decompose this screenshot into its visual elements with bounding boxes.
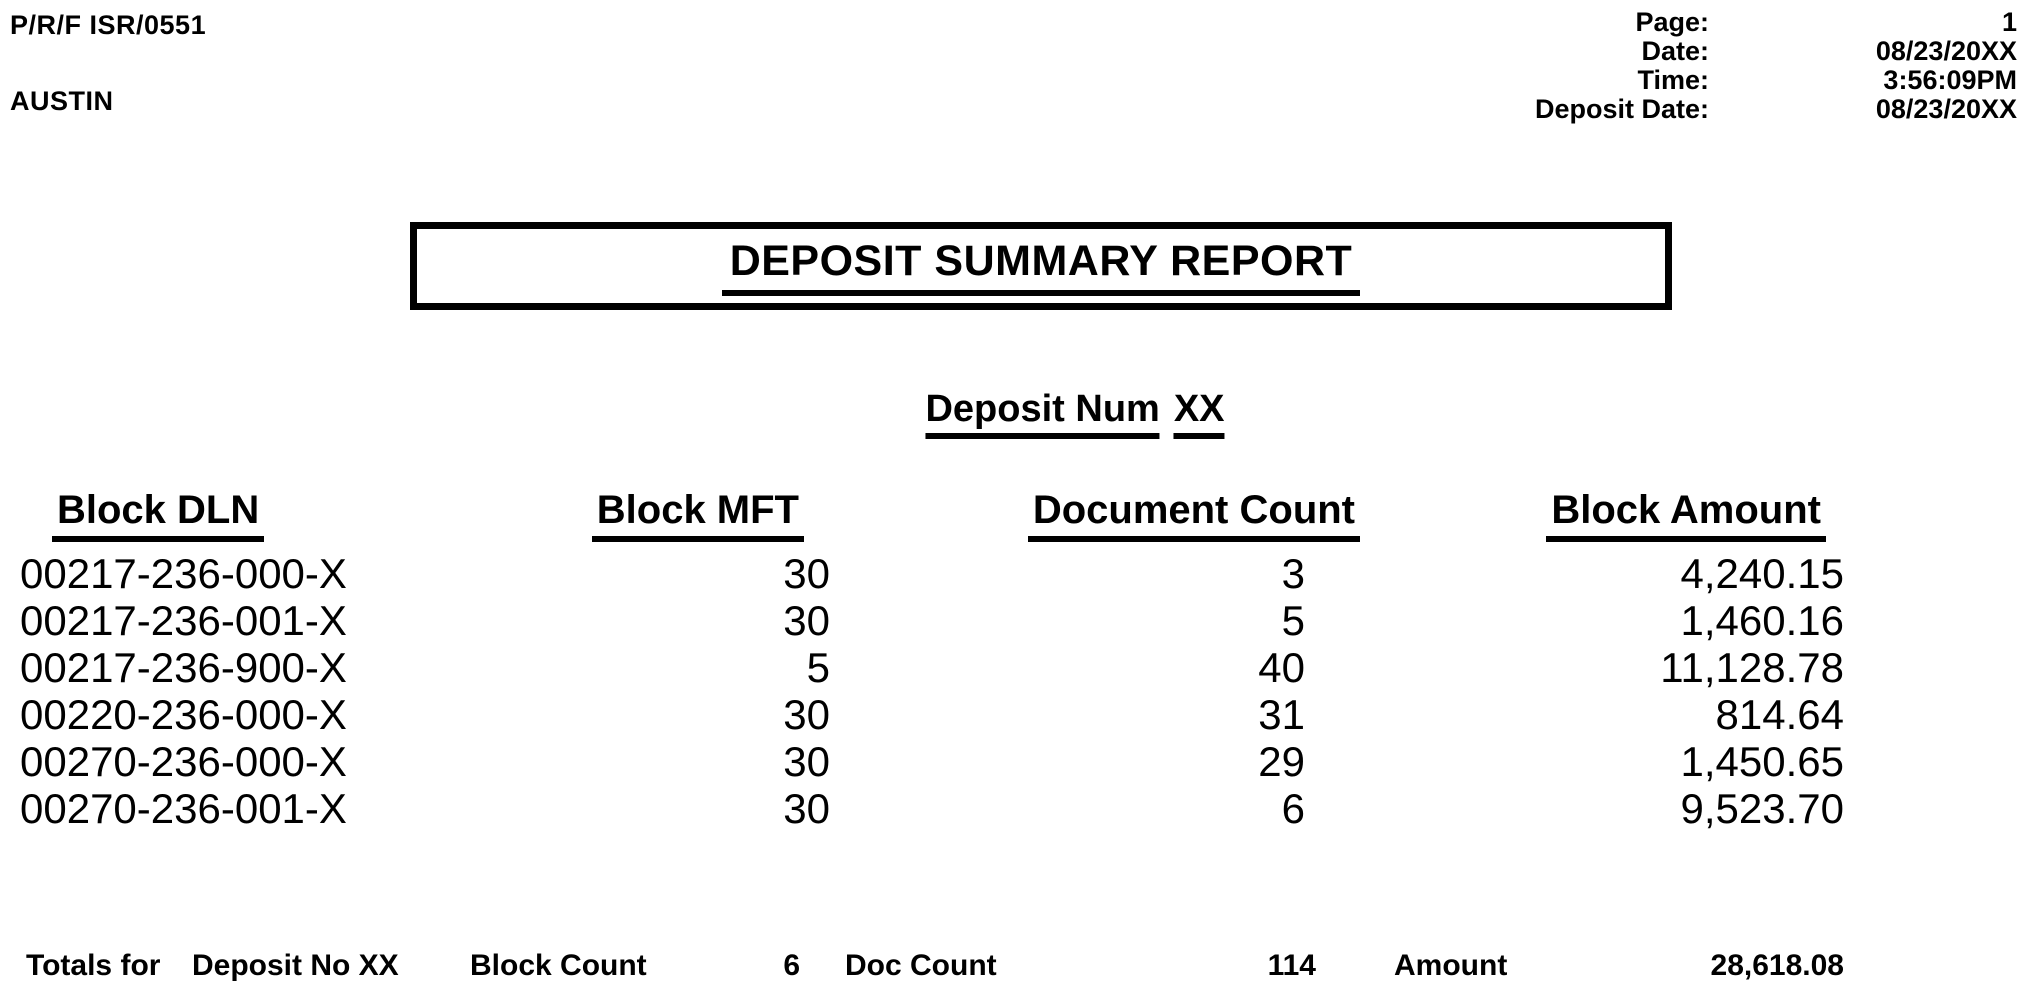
cell-block-dln: 00270-236-000-X (20, 738, 347, 785)
totals-deposit-label: Deposit No XX (192, 949, 399, 982)
deposit-heading-num: XX (1174, 388, 1225, 439)
cell-block-amount: 11,128.78 (1660, 644, 1844, 691)
table-row (0, 691, 1860, 738)
cell-doc-count: 6 (1281, 785, 1305, 832)
table-row (0, 550, 1860, 597)
cell-block-dln: 00217-236-001-X (20, 597, 347, 644)
cell-block-mft: 30 (783, 691, 830, 738)
cell-block-mft: 30 (783, 738, 830, 785)
deposit-table (0, 486, 1860, 832)
header-meta (1535, 8, 2017, 124)
table-row (0, 644, 1860, 691)
cell-block-mft: 30 (783, 785, 830, 832)
cell-block-dln: 00217-236-900-X (20, 644, 347, 691)
cell-block-amount: 1,450.65 (1680, 738, 1844, 785)
date-value: 08/23/20XX (1875, 36, 2017, 66)
page-title: DEPOSIT SUMMARY REPORT (722, 237, 1361, 296)
cell-block-amount: 814.64 (1715, 691, 1844, 738)
totals-doc-count-label: Doc Count (845, 949, 997, 982)
totals-block-count-value: 6 (783, 949, 800, 982)
deposit-date-value: 08/23/20XX (1875, 94, 2017, 124)
totals-amount-value: 28,618.08 (1710, 949, 1844, 982)
column-header-document-count: Document Count (840, 486, 1360, 542)
cell-block-amount: 4,240.15 (1680, 550, 1844, 597)
cell-doc-count: 29 (1258, 738, 1305, 785)
cell-block-amount: 1,460.16 (1680, 597, 1844, 644)
table-row (0, 785, 1860, 832)
cell-block-dln: 00220-236-000-X (20, 691, 347, 738)
time-value: 3:56:09PM (1883, 65, 2017, 95)
column-header-block-mft: Block MFT (440, 486, 840, 542)
cell-doc-count: 31 (1258, 691, 1305, 738)
cell-block-mft: 5 (806, 644, 830, 691)
page-value: 1 (2001, 7, 2017, 37)
cell-doc-count: 40 (1258, 644, 1305, 691)
deposit-heading-prefix: Deposit Num (925, 388, 1159, 439)
cell-block-mft: 30 (783, 597, 830, 644)
totals-prefix: Totals for (26, 949, 161, 982)
table-row (0, 597, 1860, 644)
totals-doc-count-value: 114 (1267, 949, 1316, 982)
cell-block-amount: 9,523.70 (1680, 785, 1844, 832)
column-header-block-dln: Block DLN (0, 486, 440, 542)
page-label: Page: (1635, 7, 1709, 37)
report-id: P/R/F ISR/0551 (10, 10, 207, 40)
table-row (0, 738, 1860, 785)
cell-block-mft: 30 (783, 550, 830, 597)
cell-block-dln: 00217-236-000-X (20, 550, 347, 597)
cell-block-dln: 00270-236-001-X (20, 785, 347, 832)
cell-doc-count: 5 (1281, 597, 1305, 644)
site-name: AUSTIN (10, 86, 114, 116)
totals-block-count-label: Block Count (470, 949, 647, 982)
table-header-row (0, 486, 1860, 542)
totals-amount-label: Amount (1394, 949, 1508, 982)
deposit-date-label: Deposit Date: (1534, 94, 1709, 124)
time-label: Time: (1637, 65, 1709, 95)
cell-doc-count: 3 (1281, 550, 1305, 597)
column-header-block-amount: Block Amount (1360, 486, 1860, 542)
title-box (410, 222, 1672, 310)
deposit-number-heading (925, 388, 1224, 431)
date-label: Date: (1641, 36, 1709, 66)
totals-row (0, 944, 2025, 988)
